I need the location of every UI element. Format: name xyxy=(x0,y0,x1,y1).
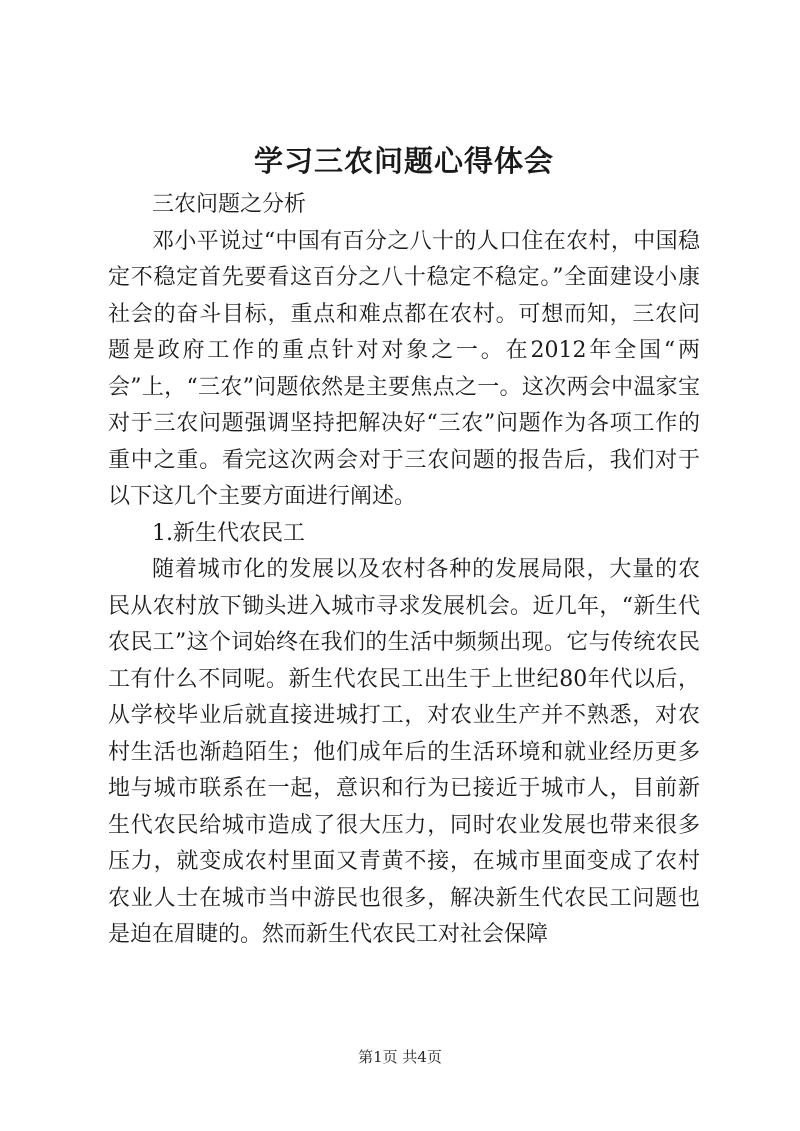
page-number-footer: 第1页 共4页 xyxy=(358,1048,442,1066)
paragraph: 邓小平说过“中国有百分之八十的人口住在农村，中国稳定不稳定首先要看这百分之八十稳定不稳定。”全面建设小康社会的奋斗目标，重点和难点都在农村。可想而知，三农问题是政府工作的重点针对对象之一。在2012年全国“两会”上，“三农”问题依然是主要焦点之一。这次两会中温家宝对于三农问题强调坚持把解决好“三农”问题作为各项工作的重中之重。看完这次两会对于三农问题的报告后，我们对于以下这几个主要方面进行阐述。 xyxy=(108,228,700,509)
section-heading: 1.新生代农民工 xyxy=(152,520,305,546)
paragraph: 随着城市化的发展以及农村各种的发展局限，大量的农民从农村放下锄头进入城市寻求发展机会。近几年，“新生代农民工”这个词始终在我们的生活中频频出现。它与传统农民工有什么不同呢。新生代农民工出生于上世纪80年代以后，从学校毕业后就直接进城打工，对农业生产并不熟悉，对农村生活也渐趋陌生；他们成年后的生活环境和就业经历更多地与城市联系在一起，意识和行为已接近于城市人，目前新生代农民给城市造成了很大压力，同时农业发展也带来很多压力，就变成农村里面又青黄不接，在城市里面变成了农村农业人士在城市当中游民也很多，解决新生代农民工问题也是迫在眉睫的。然而新生代农民工对社会保障 xyxy=(108,557,700,947)
document-body xyxy=(108,135,700,954)
section-heading: 三农问题之分析 xyxy=(152,192,307,217)
document-title: 学习三农问题心得体会 xyxy=(253,144,554,178)
